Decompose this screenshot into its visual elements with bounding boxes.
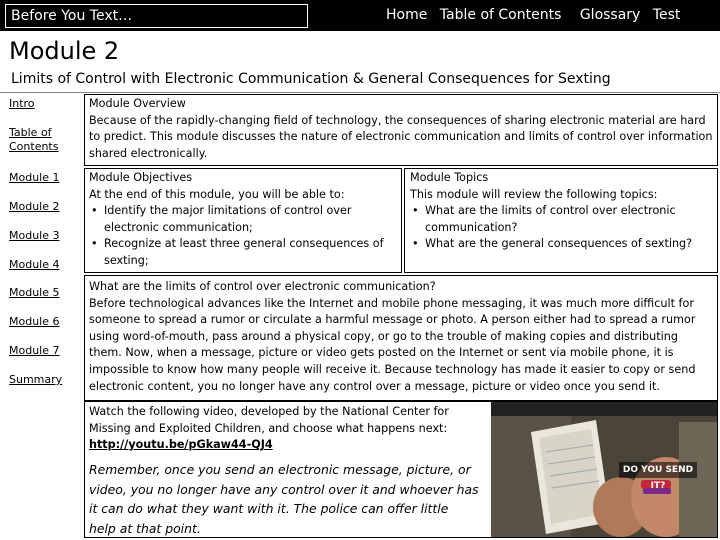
video-overlay-text: DO YOU SEND IT? xyxy=(619,462,697,478)
bullet-icon: • xyxy=(412,204,419,218)
video-thumbnail[interactable] xyxy=(491,402,717,537)
objectives-intro: At the end of this module, you will be able to: xyxy=(89,187,345,201)
objective-text: Recognize at least three general consequences of sexting; xyxy=(104,237,384,267)
page-subtitle: Limits of Control with Electronic Communication & General Consequences for Sexting xyxy=(11,71,611,87)
objective-text: Identify the major limitations of control over electronic communication; xyxy=(104,204,352,234)
objectives-heading: Module Objectives xyxy=(89,171,193,184)
video-intro-text: Watch the following video, developed by the National Center for Missing and Exploited Children, and choose what happens next: xyxy=(89,405,449,435)
site-title: Before You Text… xyxy=(5,4,308,28)
video-link[interactable]: http://youtu.be/pGkaw44-QJ4 xyxy=(89,438,273,452)
nav-table-of-contents-link[interactable]: Table of Contents xyxy=(439,7,562,23)
video-section xyxy=(84,401,718,538)
sidebar-item-intro[interactable]: Intro xyxy=(9,97,35,110)
topics-intro: This module will review the following topics: xyxy=(410,187,658,201)
sidebar-item-module-2[interactable]: Module 2 xyxy=(9,200,60,213)
module-objectives-box xyxy=(84,168,402,273)
module-overview-box xyxy=(84,94,718,166)
sidebar-item-module-7[interactable]: Module 7 xyxy=(9,344,60,357)
overview-body: Because of the rapidly-changing field of technology, the consequences of sharing electronic material are hard to predict. This module discusses the nature of electronic communication and limits of control over information shared electronically. xyxy=(89,113,713,160)
module-topics-box xyxy=(404,168,718,273)
sidebar-item-summary[interactable]: Summary xyxy=(9,373,63,386)
top-bar xyxy=(0,0,720,31)
topic-text: What are the limits of control over electronic communication? xyxy=(425,204,676,234)
reminder-text: Remember, once you send an electronic message, picture, or video, you no longer have any control over it and whoever has it can do what they want with it. The police can offer little help at that point. xyxy=(89,462,479,536)
sidebar-item-module-3[interactable]: Module 3 xyxy=(9,229,60,242)
sidebar-item-module-6[interactable]: Module 6 xyxy=(9,315,60,328)
limits-question: What are the limits of control over electronic communication? xyxy=(89,280,436,293)
list-item xyxy=(89,203,397,236)
list-item xyxy=(410,203,716,236)
topics-heading: Module Topics xyxy=(410,171,489,184)
bullet-icon: • xyxy=(412,237,419,251)
sidebar-item-module-4[interactable]: Module 4 xyxy=(9,258,60,271)
limits-of-control-box xyxy=(84,275,718,401)
sidebar-item-table-of-contents[interactable]: Table of Contents xyxy=(9,126,59,153)
divider xyxy=(0,92,720,93)
sidebar-item-module-5[interactable]: Module 5 xyxy=(9,286,60,299)
topic-text: What are the general consequences of sexting? xyxy=(425,237,693,251)
nav-home-link[interactable]: Home xyxy=(386,7,428,23)
sidebar-item-module-1[interactable]: Module 1 xyxy=(9,171,60,184)
list-item xyxy=(410,236,716,253)
bullet-icon: • xyxy=(91,204,98,218)
bullet-icon: • xyxy=(91,237,98,251)
overview-heading: Module Overview xyxy=(89,97,186,110)
top-nav xyxy=(386,7,680,23)
nav-glossary-link[interactable]: Glossary xyxy=(579,7,641,23)
video-header-bar xyxy=(491,402,717,416)
page-title: Module 2 xyxy=(9,37,120,65)
video-intro xyxy=(89,404,474,454)
nav-test-link[interactable]: Test xyxy=(652,7,681,23)
list-item xyxy=(89,236,397,269)
limits-body: Before technological advances like the Internet and mobile phone messaging, it was much more difficult for someone to spread a rumor or circulate a harmful message or photo. A person either had to spread a rumor using word-of-mouth, pass around a physical copy, or go to the trouble of making copies and distributing them. Now, when a message, picture or video gets posted on the Internet or sent via mobile phone, it is impossible to know how many people will receive it. Because technology has made it easier to copy or send electronic content, you no longer have any control over a message, picture or video once you send it. xyxy=(89,296,696,393)
